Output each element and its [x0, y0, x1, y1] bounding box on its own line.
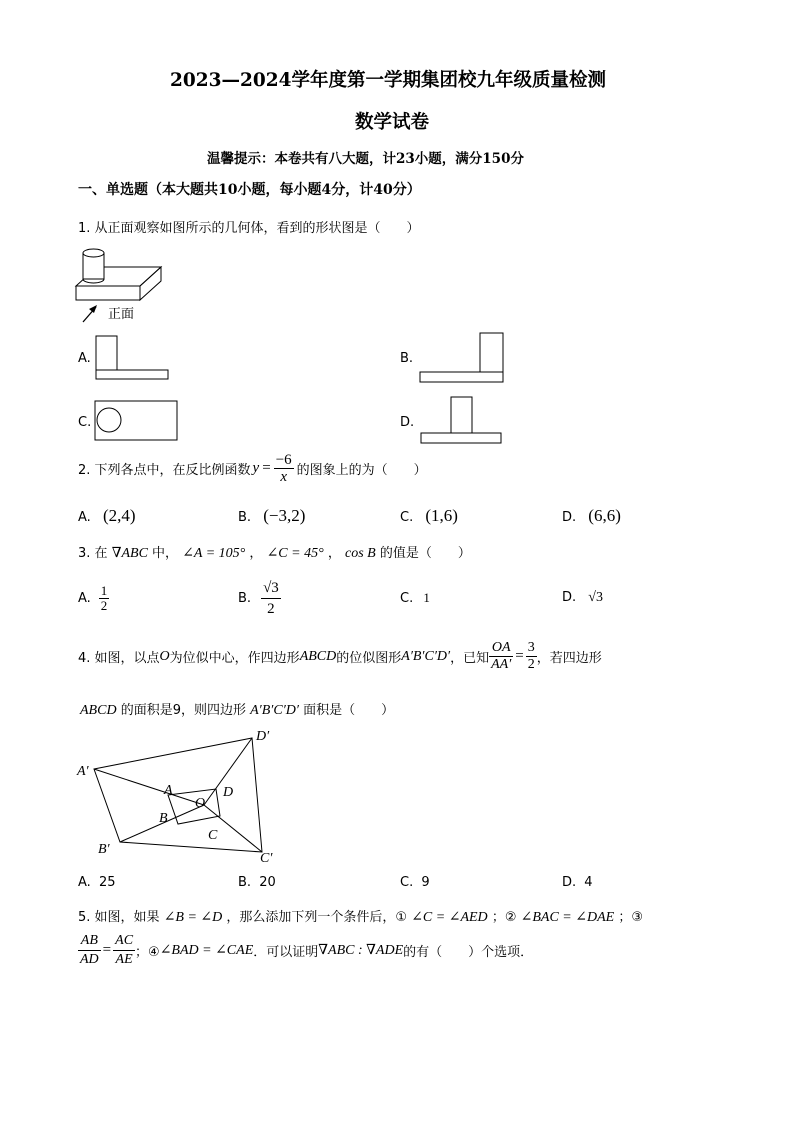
- q3-option-c: [400, 590, 430, 606]
- q2-option-b: [238, 506, 305, 526]
- label-a: A: [164, 783, 173, 798]
- q2-option-c-value: (1,6): [425, 506, 458, 525]
- q5-line1-a: 5. 如图，如果: [78, 910, 160, 925]
- slab-front: [76, 286, 140, 300]
- q4-abcd: ABCD: [299, 648, 337, 664]
- b-base: [420, 372, 503, 382]
- d-base: [421, 433, 501, 443]
- q3-option-b: [238, 578, 281, 619]
- q3-option-a-frac: [99, 584, 110, 613]
- q3-a-den: 2: [100, 598, 108, 613]
- a-column: [96, 336, 117, 370]
- q5-frac1-num: AB: [78, 932, 101, 951]
- q3-angle-c: ∠C = 45°: [266, 546, 324, 561]
- q2-eq: =: [262, 460, 271, 476]
- q4-option-b-value: 20: [259, 875, 276, 890]
- q2-fraction: [274, 452, 294, 485]
- q4-line2-d: 面积是（ ）: [303, 703, 395, 718]
- q4-value-den: 2: [527, 657, 535, 672]
- q2-option-a-value: (2,4): [102, 506, 136, 525]
- q4-option-c: [400, 875, 430, 890]
- q1-option-b-label: B.: [400, 351, 414, 366]
- q5-line1: [78, 906, 643, 926]
- q4-line1-b: 为位似中心，作四边形: [169, 651, 300, 666]
- q1-front-label: 正面: [108, 307, 135, 322]
- q2-frac-den: x: [280, 469, 287, 485]
- q5-line1-d: ；③: [618, 910, 643, 925]
- q1-option-c-label: C.: [78, 415, 92, 430]
- q2-frac-num: −6: [275, 452, 292, 468]
- q3-option-b-label: B.: [238, 591, 252, 606]
- q3-angle-a: ∠A = 105°: [182, 546, 246, 561]
- section-heading: 一、单选题（本大题共10小题，每小题4分，计40分）: [78, 182, 421, 198]
- q3-stem-c: 的值是（ ）: [379, 546, 471, 561]
- q2-y: y: [252, 460, 260, 476]
- q1-option-d-figure: [419, 395, 509, 445]
- label-b-prime: B′: [98, 842, 110, 857]
- q4-ratio-den: AA′: [491, 657, 512, 672]
- label-a-prime: A′: [77, 764, 89, 779]
- q3-cos-b: cos B: [345, 546, 376, 561]
- q4-option-a-label: A.: [78, 875, 91, 890]
- q5-frac1: [78, 932, 101, 969]
- q5-c4: ∠BAD = ∠CAE: [159, 943, 254, 958]
- q2-option-c: [400, 506, 458, 526]
- label-d-prime: D′: [256, 729, 270, 744]
- q3-option-d-label: D.: [562, 590, 577, 605]
- q3-a-num: 1: [100, 583, 108, 598]
- q2-option-d: [562, 506, 621, 526]
- q5-line1-b: ，那么添加下列一个条件后，①: [226, 910, 408, 925]
- q3-option-c-label: C.: [400, 591, 414, 606]
- q1-option-d-label: D.: [400, 415, 415, 430]
- q4-option-a-value: 25: [98, 875, 116, 890]
- label-o: O: [195, 796, 206, 811]
- label-b: B: [159, 811, 168, 826]
- q5-line2-a: ；④: [135, 945, 160, 960]
- q2-option-a-label: A.: [78, 510, 91, 525]
- q4-value-frac: [526, 640, 537, 673]
- q4-option-d-value: 4: [584, 875, 593, 890]
- q4-line1-d: ，已知: [450, 651, 490, 666]
- q5-line2-b: ．可以证明: [253, 945, 319, 960]
- q5-line2-c: 的有（ ）个选项．: [403, 945, 534, 960]
- q2-option-d-value: (6,6): [588, 506, 621, 525]
- q2-option-b-label: B.: [238, 510, 252, 525]
- q5-frac1-den: AD: [80, 952, 99, 967]
- q3-b-num: √3: [261, 578, 281, 599]
- q5-similar: ∇ABC : ∇ADE: [318, 943, 404, 958]
- q4-option-d-label: D.: [562, 875, 577, 890]
- q4-ratio-frac: [489, 640, 513, 673]
- cylinder-bottom: [83, 279, 104, 283]
- c-circle: [97, 408, 121, 432]
- q3-b-den: 2: [267, 601, 275, 617]
- q1-stem: 1. 从正面观察如图所示的几何体，看到的形状图是（ ）: [78, 221, 420, 236]
- q2-stem-a: 2. 下列各点中，在反比例函数: [78, 463, 251, 478]
- q3-option-b-frac: [261, 578, 281, 619]
- q4-option-d: [562, 875, 593, 890]
- label-d: D: [223, 785, 234, 800]
- q5-frac2: [113, 932, 135, 969]
- q4-option-c-label: C.: [400, 875, 414, 890]
- q3-option-a: [78, 584, 109, 613]
- exam-tip: 温馨提示：本卷共有八大题，计23小题，满分150分: [207, 151, 524, 167]
- q3-option-a-label: A.: [78, 591, 91, 606]
- q3-option-d: [562, 590, 603, 606]
- q5-eq: =: [102, 942, 112, 958]
- d-column: [451, 397, 472, 433]
- arrow-head: [89, 305, 97, 313]
- q2-stem-b: 的图象上的为（ ）: [296, 463, 427, 478]
- q4-option-b-label: B.: [238, 875, 252, 890]
- slab-side: [140, 267, 161, 300]
- q5-c2: ∠BAC = ∠DAE: [520, 910, 615, 925]
- q4-eq: =: [515, 648, 524, 664]
- q5-line1-c: ；②: [491, 910, 517, 925]
- q2-option-d-label: D.: [562, 510, 577, 525]
- q4-option-c-value: 9: [421, 875, 430, 890]
- label-c-prime: C′: [260, 851, 273, 866]
- q5-frac2-num: AC: [113, 932, 135, 951]
- q1-option-c-figure: [94, 398, 184, 443]
- a-base: [96, 370, 168, 379]
- q4-ratio-num: OA: [489, 640, 513, 657]
- exam-subtitle: 数学试卷: [355, 112, 430, 133]
- q3-stem-b: 中，: [152, 546, 179, 561]
- q4-line1-a: 4. 如图，以点: [78, 651, 160, 666]
- b-column: [480, 333, 503, 372]
- q5-frac2-den: AE: [115, 952, 133, 967]
- label-c: C: [208, 828, 218, 843]
- q1-option-a-label: A.: [78, 351, 91, 366]
- q5-line2: [78, 932, 533, 969]
- q2-stem: [78, 452, 427, 485]
- q2-option-b-value: (−3,2): [263, 506, 306, 525]
- q3-sep: ，: [249, 546, 263, 561]
- outer-quadrilateral: [94, 738, 262, 852]
- q2-option-c-label: C.: [400, 510, 414, 525]
- q4-option-b: [238, 875, 276, 890]
- q4-line2-abcd-prime: A′B′C′D′: [250, 703, 299, 718]
- c-rect: [95, 401, 177, 440]
- cylinder-top: [83, 249, 104, 257]
- q3-stem: [78, 542, 471, 562]
- q4-line1-c: 的位似图形: [336, 651, 402, 666]
- q5-cond: ∠B = ∠D: [163, 910, 223, 925]
- q3-option-d-value: √3: [588, 590, 603, 605]
- q4-option-a: [78, 875, 115, 890]
- q4-homothety-figure: [76, 726, 286, 866]
- q5-c1: ∠C = ∠AED: [411, 910, 488, 925]
- q1-option-b-figure: [419, 330, 509, 385]
- q4-line2-b: 的面积是9，则四边形: [120, 703, 246, 718]
- q2-option-a: [78, 506, 136, 526]
- exam-title: 2023—2024学年度第一学期集团校九年级质量检测: [170, 70, 606, 91]
- q4-line1-e: ，若四边形: [536, 651, 602, 666]
- q3-stem-a: 3. 在: [78, 546, 108, 561]
- q3-triangle: ∇ABC: [111, 546, 148, 561]
- q4-abcd-prime: A′B′C′D′: [401, 648, 451, 664]
- q1-option-a-figure: [95, 333, 170, 383]
- q4-o: O: [159, 648, 170, 664]
- q3-option-c-value: 1: [423, 590, 430, 605]
- q3-sep2: ，: [327, 546, 341, 561]
- q4-value-num: 3: [527, 640, 535, 655]
- q4-line2-abcd: ABCD: [80, 703, 117, 718]
- q4-line2: [80, 699, 394, 719]
- ray-oa: [94, 769, 204, 805]
- q4-line1: [78, 640, 602, 673]
